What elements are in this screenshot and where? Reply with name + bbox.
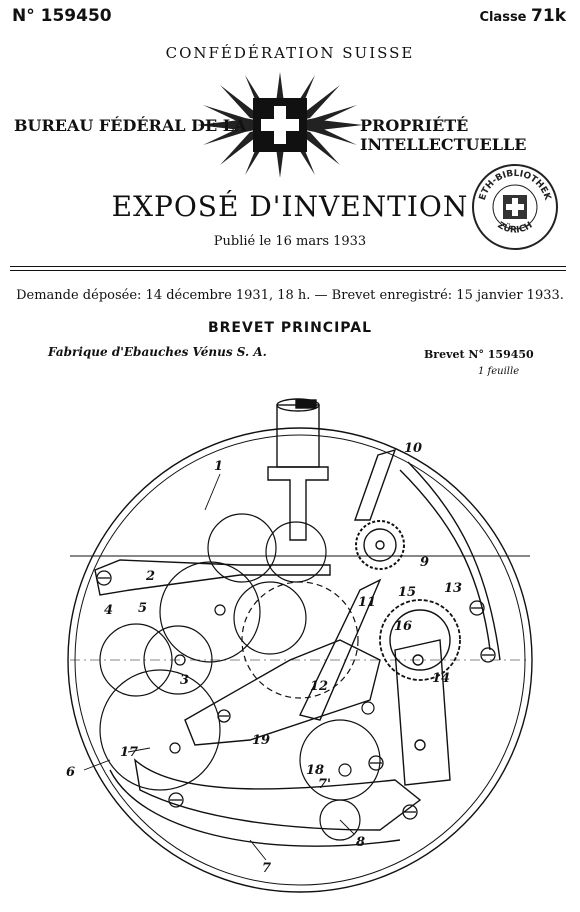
bureau-right-text: PROPRIÉTÉ INTELLECTUELLE	[360, 116, 527, 154]
fig-label-5: 5	[138, 601, 148, 616]
publication-date: Publié le 16 mars 1933	[213, 234, 367, 249]
fig-label-12: 12	[310, 679, 329, 694]
classe-label: Classe	[479, 10, 527, 25]
patent-class	[479, 6, 566, 26]
applicant-name: Fabrique d'Ebauches Vénus S. A.	[48, 345, 267, 359]
fig-label-14: 14	[432, 671, 451, 686]
header-rule-thin	[10, 270, 566, 271]
section-heading: BREVET PRINCIPAL	[207, 320, 373, 336]
fig-label-10: 10	[404, 441, 423, 456]
fig-label-7-prime: 7'	[318, 777, 332, 792]
brevet-reference: Brevet N° 159450	[424, 348, 534, 361]
filing-dates: Demande déposée: 14 décembre 1931, 18 h. — Brevet enregistré: 15 janvier 1933.	[16, 288, 564, 303]
ratchet-wheel	[380, 600, 460, 680]
bureau-left-text: BUREAU FÉDÉRAL DE LA	[14, 116, 247, 135]
sheet-count: 1 feuille	[478, 366, 520, 377]
patent-number: N° 159450	[12, 6, 112, 26]
watch-movement-drawing	[0, 380, 580, 912]
library-stamp	[470, 162, 560, 252]
fig-label-3: 3	[180, 673, 190, 688]
fig-label-11: 11	[358, 595, 377, 610]
lever-10	[355, 450, 395, 520]
star-wheel	[356, 521, 404, 569]
fig-label-19: 19	[252, 733, 271, 748]
classe-value: 71k	[531, 6, 566, 26]
fig-label-16: 16	[394, 619, 413, 634]
fig-label-1: 1	[214, 459, 224, 474]
bridge-12	[185, 640, 380, 745]
confederation-heading: CONFÉDÉRATION SUISSE	[165, 44, 415, 62]
fig-label-15: 15	[398, 585, 417, 600]
fig-label-13: 13	[444, 581, 463, 596]
fig-label-2: 2	[146, 569, 156, 584]
stamp-top-text: ETH-BIBLIOTHEK	[477, 168, 553, 202]
fig-label-4: 4	[104, 603, 114, 618]
header-rule	[10, 266, 566, 267]
fig-label-18: 18	[306, 763, 325, 778]
fig-label-6: 6	[66, 765, 76, 780]
stamp-bottom-text: ZÜRICH	[495, 220, 535, 236]
document-title: EXPOSÉ D'INVENTION	[111, 190, 469, 223]
fig-label-9: 9	[420, 555, 430, 570]
fig-label-17: 17	[120, 745, 139, 760]
winding-stem	[277, 399, 319, 467]
fig-label-8: 8	[356, 835, 366, 850]
fig-label-7: 7	[262, 861, 272, 876]
leader-lines	[84, 474, 354, 860]
